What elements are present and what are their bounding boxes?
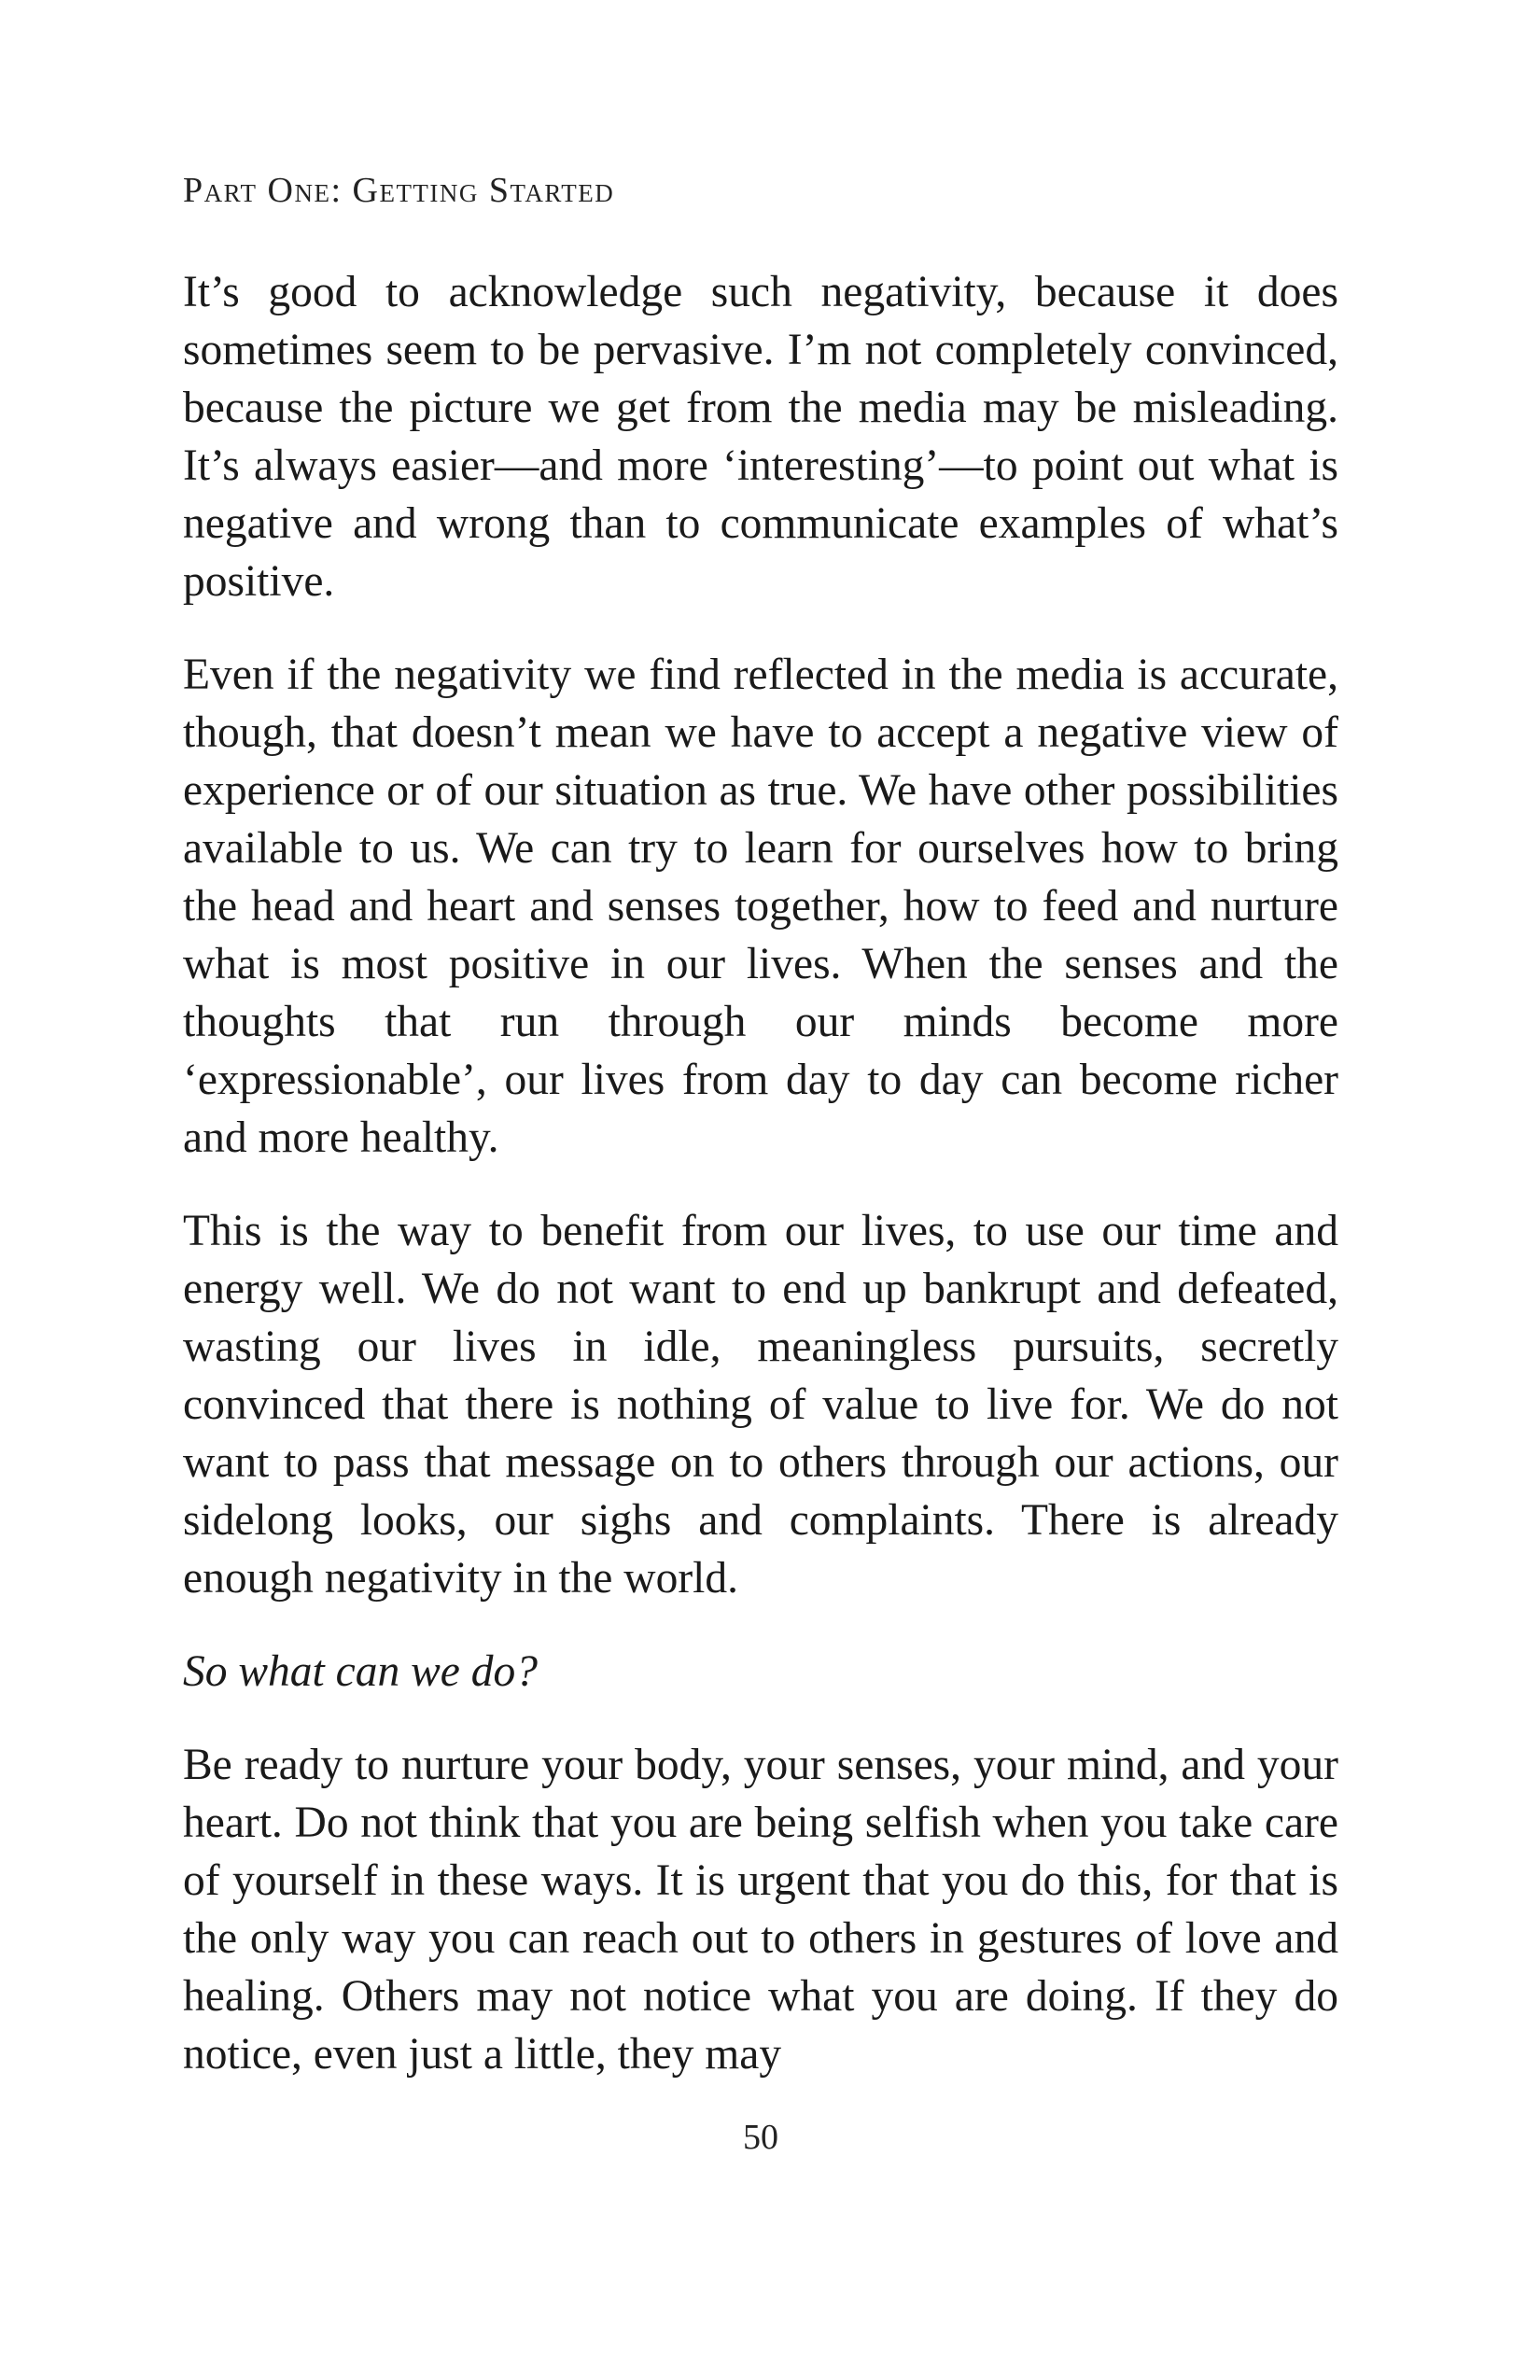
book-page — [183, 0, 1340, 2380]
page-number: 50 — [743, 2118, 778, 2157]
paragraph-3: This is the way to benefit from our lives, to use our time and energy well. We do not want to end up bankrupt and defeated, wasting our lives in idle, meaningless pursuits, secretly convinced that there is nothing of value to live for. We do not want to pass that message on to others through our actions, our sidelong looks, our sighs and complaints. There is already enough negativity in the world. — [183, 1207, 1338, 1603]
paragraph-2: Even if the negativity we find reflected in the media is accurate, though, that doesn’t mean we have to accept a negative view of experience or of our situation as true. We have other possibilities available to us. We can try to learn for ourselves how to bring the head and heart and senses together, how to feed and nurture what is most positive in our lives. When the senses and the thoughts that run through our minds become more ‘expressionable’, our lives from day to day can become richer and more healthy. — [183, 651, 1338, 1162]
body-text — [183, 263, 1338, 2119]
running-head: Part One: Getting Started — [183, 171, 615, 210]
paragraph-1: It’s good to acknowledge such negativity, because it does sometimes seem to be pervasive. I’m not completely convinced, because the picture we get from the media may be misleading. It’s always easier—and more ‘interesting’—to point out what is negative and wrong than to communicate examples of what’s positive. — [183, 268, 1338, 606]
paragraph-5: Be ready to nurture your body, your senses, your mind, and your heart. Do not think that you are being selfish when you take care of yourself in these ways. It is urgent that you do this, for that is the only way you can reach out to others in gestures of love and healing. Others may not notice what you are doing. If they do notice, even just a little, they may — [183, 1741, 1338, 2079]
italic-question: So what can we do? — [183, 1647, 538, 1696]
